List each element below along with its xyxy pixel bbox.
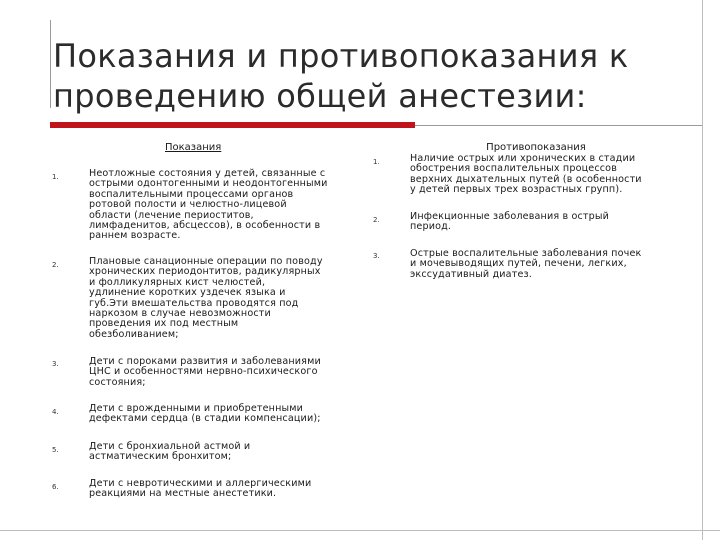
contraindication-item [410, 154, 642, 196]
contraindication-text-line: период. [410, 221, 452, 233]
indication-text-line: Неотложные состояния у детей, связанные с [89, 168, 326, 179]
contraindication-text-line: Инфекционные заболевания в острый [410, 211, 610, 222]
indication-number: 5. [52, 446, 59, 454]
indication-text-line: Дети с невротическими и аллергическими [89, 478, 312, 489]
contraindication-text-line: у детей первых трех возрастных групп). [410, 184, 623, 196]
indication-text-line: лимфаденитов, абсцессов), в особенности в [89, 220, 321, 232]
indication-text-line: проведения их под местным [89, 318, 239, 330]
indication-item [89, 357, 321, 388]
indication-text-line: Дети с пороками развития и заболеваниями [89, 356, 321, 367]
indication-text-line: губ.Эти вмешательства проводятся под [89, 297, 299, 309]
indication-item [89, 404, 321, 425]
indication-text-line: ротовой полости и челюстно-лицевой [89, 199, 287, 211]
decorative-vertical-line [50, 20, 51, 108]
indication-item [89, 169, 328, 242]
slide-title-line-2: проведению общей анестезии: [53, 77, 587, 115]
indication-text-line: воспалительными процессами органов [89, 188, 294, 200]
indication-text-line: Дети с врожденными и приобретенными [89, 403, 304, 414]
contraindication-item [410, 212, 609, 233]
contraindication-text-line: обострения воспалительных процессов [410, 163, 617, 175]
contraindications-header: Противопоказания [486, 142, 586, 153]
indication-item [89, 442, 250, 463]
indication-text-line: астматическим бронхитом; [89, 451, 232, 463]
indications-header: Показания [165, 142, 222, 153]
slide-title-line-1: Показания и противопоказания к [53, 37, 629, 75]
slide-right-border [702, 0, 703, 540]
indication-text-line: ЦНС и особенностями нервно-психического [89, 366, 318, 378]
slide-title [53, 36, 693, 116]
indication-text-line: реакциями на местные анестетики. [89, 488, 277, 500]
indication-text-line: Дети с бронхиальной астмой и [89, 441, 251, 452]
indication-text-line: Плановые санационные операции по поводу [89, 256, 323, 267]
indication-item [89, 479, 311, 500]
contraindication-item [410, 249, 641, 280]
title-underline-red [50, 122, 415, 128]
contraindication-number: 1. [373, 158, 380, 166]
indication-text-line: дефектами сердца (в стадии компенсации); [89, 413, 321, 425]
indication-text-line: состояния; [89, 376, 146, 388]
indication-number: 1. [52, 173, 59, 181]
contraindication-text-line: экссудативный диатез. [410, 268, 532, 280]
contraindication-text-line: верхних дыхательных путей (в особенности [410, 173, 642, 185]
indication-text-line: хронических периодонтитов, радикулярных [89, 266, 321, 278]
indication-text-line: наркозом в случае невозможности [89, 308, 271, 320]
indication-text-line: обезболиванием; [89, 328, 179, 340]
indication-text-line: раннем возрасте. [89, 230, 181, 242]
contraindication-text-line: и мочевыводящих путей, печени, легких, [410, 258, 627, 270]
contraindication-text-line: Острые воспалительные заболевания почек [410, 248, 642, 259]
indication-text-line: острыми одонтогенными и неодонтогенными [89, 178, 328, 190]
indication-number: 2. [52, 261, 59, 269]
indication-text-line: области (лечение периоститов, [89, 209, 254, 221]
contraindication-number: 2. [373, 216, 380, 224]
indication-item [89, 257, 323, 340]
contraindication-text-line: Наличие острых или хронических в стадии [410, 153, 636, 164]
contraindication-number: 3. [373, 252, 380, 260]
slide-bottom-border [0, 530, 720, 531]
indication-text-line: и фолликулярных кист челюстей, [89, 276, 266, 288]
indication-number: 4. [52, 408, 59, 416]
indication-number: 6. [52, 483, 59, 491]
indication-text-line: удлинение коротких уздечек языка и [89, 287, 286, 299]
indication-number: 3. [52, 360, 59, 368]
